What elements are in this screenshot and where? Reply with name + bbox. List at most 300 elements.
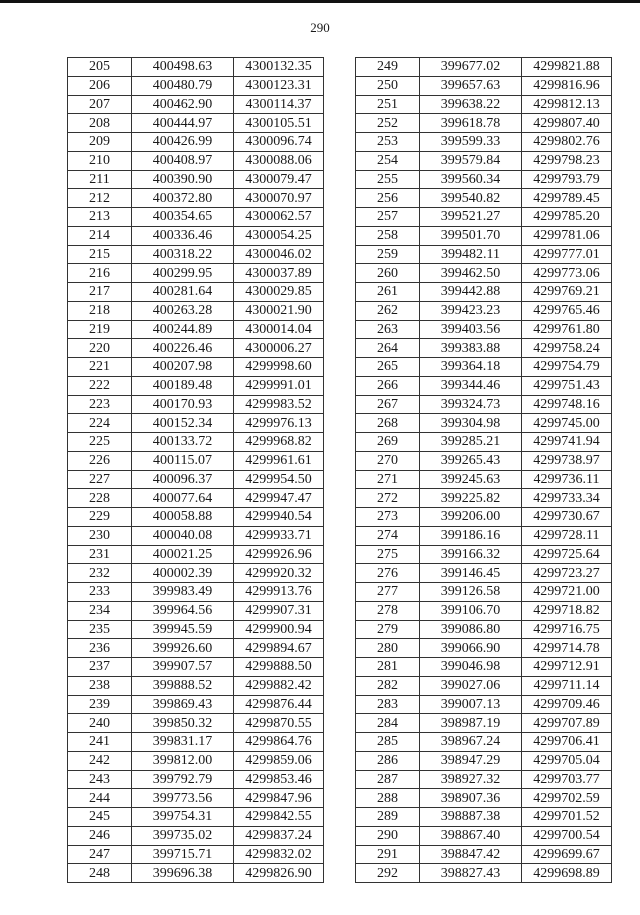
- coordinates-table-left-body: [68, 58, 324, 883]
- point-number-cell: 235: [68, 620, 132, 639]
- x-coordinate-cell: 400189.48: [132, 376, 234, 395]
- y-coordinate-cell: 4299968.82: [234, 433, 324, 452]
- point-number-cell: 265: [356, 358, 420, 377]
- point-number-cell: 244: [68, 789, 132, 808]
- point-number-cell: 270: [356, 451, 420, 470]
- y-coordinate-cell: 4299736.11: [522, 470, 612, 489]
- point-number-cell: 237: [68, 658, 132, 677]
- x-coordinate-cell: 398927.32: [420, 770, 522, 789]
- point-number-cell: 276: [356, 564, 420, 583]
- table-row: [68, 601, 324, 620]
- table-row: [68, 189, 324, 208]
- point-number-cell: 216: [68, 264, 132, 283]
- table-row: [356, 676, 612, 695]
- point-number-cell: 275: [356, 545, 420, 564]
- y-coordinate-cell: 4299741.94: [522, 433, 612, 452]
- x-coordinate-cell: 400133.72: [132, 433, 234, 452]
- point-number-cell: 277: [356, 583, 420, 602]
- point-number-cell: 292: [356, 864, 420, 883]
- x-coordinate-cell: 400152.34: [132, 414, 234, 433]
- x-coordinate-cell: 400226.46: [132, 339, 234, 358]
- table-row: [68, 583, 324, 602]
- point-number-cell: 229: [68, 508, 132, 527]
- table-row: [68, 114, 324, 133]
- point-number-cell: 233: [68, 583, 132, 602]
- x-coordinate-cell: 399618.78: [420, 114, 522, 133]
- y-coordinate-cell: 4300006.27: [234, 339, 324, 358]
- x-coordinate-cell: 399304.98: [420, 414, 522, 433]
- point-number-cell: 239: [68, 695, 132, 714]
- table-row: [68, 489, 324, 508]
- y-coordinate-cell: 4299920.32: [234, 564, 324, 583]
- y-coordinate-cell: 4299826.90: [234, 864, 324, 883]
- point-number-cell: 266: [356, 376, 420, 395]
- table-row: [356, 583, 612, 602]
- table-row: [68, 676, 324, 695]
- y-coordinate-cell: 4299706.41: [522, 733, 612, 752]
- table-row: [68, 245, 324, 264]
- x-coordinate-cell: 399007.13: [420, 695, 522, 714]
- y-coordinate-cell: 4299882.42: [234, 676, 324, 695]
- x-coordinate-cell: 399715.71: [132, 845, 234, 864]
- table-row: [68, 395, 324, 414]
- x-coordinate-cell: 399403.56: [420, 320, 522, 339]
- x-coordinate-cell: 399206.00: [420, 508, 522, 527]
- point-number-cell: 230: [68, 526, 132, 545]
- point-number-cell: 214: [68, 226, 132, 245]
- table-row: [356, 208, 612, 227]
- table-row: [356, 433, 612, 452]
- x-coordinate-cell: 400372.80: [132, 189, 234, 208]
- x-coordinate-cell: 399945.59: [132, 620, 234, 639]
- table-row: [356, 620, 612, 639]
- x-coordinate-cell: 399225.82: [420, 489, 522, 508]
- y-coordinate-cell: 4299961.61: [234, 451, 324, 470]
- point-number-cell: 212: [68, 189, 132, 208]
- y-coordinate-cell: 4300123.31: [234, 76, 324, 95]
- table-row: [356, 601, 612, 620]
- y-coordinate-cell: 4299837.24: [234, 826, 324, 845]
- table-row: [68, 695, 324, 714]
- x-coordinate-cell: 400040.08: [132, 526, 234, 545]
- y-coordinate-cell: 4299894.67: [234, 639, 324, 658]
- y-coordinate-cell: 4299785.20: [522, 208, 612, 227]
- point-number-cell: 256: [356, 189, 420, 208]
- point-number-cell: 260: [356, 264, 420, 283]
- x-coordinate-cell: 399126.58: [420, 583, 522, 602]
- x-coordinate-cell: 399423.23: [420, 301, 522, 320]
- x-coordinate-cell: 399066.90: [420, 639, 522, 658]
- y-coordinate-cell: 4299789.45: [522, 189, 612, 208]
- x-coordinate-cell: 399964.56: [132, 601, 234, 620]
- point-number-cell: 279: [356, 620, 420, 639]
- table-row: [68, 301, 324, 320]
- point-number-cell: 259: [356, 245, 420, 264]
- point-number-cell: 211: [68, 170, 132, 189]
- table-row: [356, 264, 612, 283]
- point-number-cell: 221: [68, 358, 132, 377]
- point-number-cell: 226: [68, 451, 132, 470]
- x-coordinate-cell: 400336.46: [132, 226, 234, 245]
- page-number: 290: [310, 20, 330, 35]
- x-coordinate-cell: 400354.65: [132, 208, 234, 227]
- point-number-cell: 220: [68, 339, 132, 358]
- table-row: [356, 133, 612, 152]
- y-coordinate-cell: 4299816.96: [522, 76, 612, 95]
- y-coordinate-cell: 4299751.43: [522, 376, 612, 395]
- x-coordinate-cell: 399926.60: [132, 639, 234, 658]
- table-row: [68, 58, 324, 77]
- y-coordinate-cell: 4299702.59: [522, 789, 612, 808]
- point-number-cell: 224: [68, 414, 132, 433]
- table-row: [356, 695, 612, 714]
- table-row: [68, 620, 324, 639]
- y-coordinate-cell: 4299700.54: [522, 826, 612, 845]
- y-coordinate-cell: 4300132.35: [234, 58, 324, 77]
- y-coordinate-cell: 4299926.96: [234, 545, 324, 564]
- point-number-cell: 263: [356, 320, 420, 339]
- table-row: [356, 95, 612, 114]
- y-coordinate-cell: 4299698.89: [522, 864, 612, 883]
- point-number-cell: 290: [356, 826, 420, 845]
- y-coordinate-cell: 4299888.50: [234, 658, 324, 677]
- y-coordinate-cell: 4299991.01: [234, 376, 324, 395]
- table-row: [356, 489, 612, 508]
- x-coordinate-cell: 398887.38: [420, 808, 522, 827]
- table-row: [68, 376, 324, 395]
- table-row: [68, 151, 324, 170]
- table-row: [68, 526, 324, 545]
- point-number-cell: 291: [356, 845, 420, 864]
- x-coordinate-cell: 399983.49: [132, 583, 234, 602]
- y-coordinate-cell: 4300054.25: [234, 226, 324, 245]
- x-coordinate-cell: 400318.22: [132, 245, 234, 264]
- point-number-cell: 225: [68, 433, 132, 452]
- y-coordinate-cell: 4299721.00: [522, 583, 612, 602]
- y-coordinate-cell: 4299832.02: [234, 845, 324, 864]
- x-coordinate-cell: 398967.24: [420, 733, 522, 752]
- x-coordinate-cell: 399754.31: [132, 808, 234, 827]
- y-coordinate-cell: 4299864.76: [234, 733, 324, 752]
- point-number-cell: 248: [68, 864, 132, 883]
- x-coordinate-cell: 398987.19: [420, 714, 522, 733]
- table-row: [356, 564, 612, 583]
- table-row: [68, 658, 324, 677]
- x-coordinate-cell: 399831.17: [132, 733, 234, 752]
- x-coordinate-cell: 398827.43: [420, 864, 522, 883]
- coordinates-table-right-body: [356, 58, 612, 883]
- x-coordinate-cell: 398907.36: [420, 789, 522, 808]
- table-row: [356, 808, 612, 827]
- point-number-cell: 247: [68, 845, 132, 864]
- y-coordinate-cell: 4299745.00: [522, 414, 612, 433]
- y-coordinate-cell: 4299802.76: [522, 133, 612, 152]
- x-coordinate-cell: 399579.84: [420, 151, 522, 170]
- table-row: [356, 751, 612, 770]
- table-row: [356, 789, 612, 808]
- y-coordinate-cell: 4300096.74: [234, 133, 324, 152]
- x-coordinate-cell: 400021.25: [132, 545, 234, 564]
- point-number-cell: 288: [356, 789, 420, 808]
- table-row: [68, 733, 324, 752]
- table-row: [68, 358, 324, 377]
- point-number-cell: 231: [68, 545, 132, 564]
- x-coordinate-cell: 400480.79: [132, 76, 234, 95]
- x-coordinate-cell: 399696.38: [132, 864, 234, 883]
- table-row: [68, 545, 324, 564]
- y-coordinate-cell: 4299709.46: [522, 695, 612, 714]
- point-number-cell: 284: [356, 714, 420, 733]
- y-coordinate-cell: 4299793.79: [522, 170, 612, 189]
- y-coordinate-cell: 4299738.97: [522, 451, 612, 470]
- y-coordinate-cell: 4300062.57: [234, 208, 324, 227]
- x-coordinate-cell: 399792.79: [132, 770, 234, 789]
- y-coordinate-cell: 4300046.02: [234, 245, 324, 264]
- y-coordinate-cell: 4300079.47: [234, 170, 324, 189]
- x-coordinate-cell: 399677.02: [420, 58, 522, 77]
- table-row: [356, 76, 612, 95]
- x-coordinate-cell: 399383.88: [420, 339, 522, 358]
- point-number-cell: 243: [68, 770, 132, 789]
- y-coordinate-cell: 4299954.50: [234, 470, 324, 489]
- y-coordinate-cell: 4299716.75: [522, 620, 612, 639]
- table-row: [68, 864, 324, 883]
- table-row: [356, 376, 612, 395]
- x-coordinate-cell: 399540.82: [420, 189, 522, 208]
- table-row: [356, 301, 612, 320]
- table-row: [356, 826, 612, 845]
- point-number-cell: 228: [68, 489, 132, 508]
- table-row: [356, 151, 612, 170]
- point-number-cell: 210: [68, 151, 132, 170]
- point-number-cell: 255: [356, 170, 420, 189]
- y-coordinate-cell: 4299723.27: [522, 564, 612, 583]
- y-coordinate-cell: 4299913.76: [234, 583, 324, 602]
- table-row: [356, 451, 612, 470]
- y-coordinate-cell: 4300105.51: [234, 114, 324, 133]
- table-row: [68, 751, 324, 770]
- y-coordinate-cell: 4299769.21: [522, 283, 612, 302]
- y-coordinate-cell: 4299842.55: [234, 808, 324, 827]
- x-coordinate-cell: 400263.28: [132, 301, 234, 320]
- table-row: [68, 714, 324, 733]
- point-number-cell: 207: [68, 95, 132, 114]
- y-coordinate-cell: 4299859.06: [234, 751, 324, 770]
- x-coordinate-cell: 399560.34: [420, 170, 522, 189]
- point-number-cell: 253: [356, 133, 420, 152]
- table-row: [68, 264, 324, 283]
- point-number-cell: 241: [68, 733, 132, 752]
- table-row: [68, 76, 324, 95]
- x-coordinate-cell: 400244.89: [132, 320, 234, 339]
- y-coordinate-cell: 4299870.55: [234, 714, 324, 733]
- point-number-cell: 217: [68, 283, 132, 302]
- x-coordinate-cell: 399812.00: [132, 751, 234, 770]
- point-number-cell: 271: [356, 470, 420, 489]
- table-row: [68, 208, 324, 227]
- x-coordinate-cell: 398947.29: [420, 751, 522, 770]
- point-number-cell: 209: [68, 133, 132, 152]
- x-coordinate-cell: 399501.70: [420, 226, 522, 245]
- x-coordinate-cell: 399850.32: [132, 714, 234, 733]
- x-coordinate-cell: 400462.90: [132, 95, 234, 114]
- table-row: [68, 508, 324, 527]
- table-row: [68, 283, 324, 302]
- y-coordinate-cell: 4299773.06: [522, 264, 612, 283]
- x-coordinate-cell: 399462.50: [420, 264, 522, 283]
- table-row: [68, 451, 324, 470]
- x-coordinate-cell: 400077.64: [132, 489, 234, 508]
- point-number-cell: 287: [356, 770, 420, 789]
- y-coordinate-cell: 4299853.46: [234, 770, 324, 789]
- y-coordinate-cell: 4299798.23: [522, 151, 612, 170]
- table-row: [356, 226, 612, 245]
- point-number-cell: 264: [356, 339, 420, 358]
- x-coordinate-cell: 399285.21: [420, 433, 522, 452]
- x-coordinate-cell: 399907.57: [132, 658, 234, 677]
- x-coordinate-cell: 400058.88: [132, 508, 234, 527]
- point-number-cell: 219: [68, 320, 132, 339]
- y-coordinate-cell: 4299712.91: [522, 658, 612, 677]
- point-number-cell: 223: [68, 395, 132, 414]
- table-row: [68, 226, 324, 245]
- x-coordinate-cell: 399265.43: [420, 451, 522, 470]
- y-coordinate-cell: 4299777.01: [522, 245, 612, 264]
- table-row: [68, 414, 324, 433]
- table-row: [356, 245, 612, 264]
- table-row: [356, 320, 612, 339]
- table-row: [356, 770, 612, 789]
- coordinates-table-left: [67, 57, 324, 883]
- y-coordinate-cell: 4299976.13: [234, 414, 324, 433]
- x-coordinate-cell: 400115.07: [132, 451, 234, 470]
- point-number-cell: 208: [68, 114, 132, 133]
- y-coordinate-cell: 4299718.82: [522, 601, 612, 620]
- point-number-cell: 262: [356, 301, 420, 320]
- point-number-cell: 215: [68, 245, 132, 264]
- point-number-cell: 206: [68, 76, 132, 95]
- point-number-cell: 251: [356, 95, 420, 114]
- x-coordinate-cell: 399482.11: [420, 245, 522, 264]
- y-coordinate-cell: 4299983.52: [234, 395, 324, 414]
- table-row: [68, 339, 324, 358]
- table-row: [68, 320, 324, 339]
- point-number-cell: 250: [356, 76, 420, 95]
- x-coordinate-cell: 399442.88: [420, 283, 522, 302]
- point-number-cell: 272: [356, 489, 420, 508]
- point-number-cell: 222: [68, 376, 132, 395]
- point-number-cell: 282: [356, 676, 420, 695]
- y-coordinate-cell: 4300014.04: [234, 320, 324, 339]
- table-row: [68, 770, 324, 789]
- table-row: [68, 95, 324, 114]
- table-row: [68, 564, 324, 583]
- table-row: [356, 283, 612, 302]
- point-number-cell: 218: [68, 301, 132, 320]
- table-row: [356, 658, 612, 677]
- y-coordinate-cell: 4299707.89: [522, 714, 612, 733]
- point-number-cell: 213: [68, 208, 132, 227]
- point-number-cell: 268: [356, 414, 420, 433]
- x-coordinate-cell: 400299.95: [132, 264, 234, 283]
- x-coordinate-cell: 399186.16: [420, 526, 522, 545]
- y-coordinate-cell: 4299807.40: [522, 114, 612, 133]
- point-number-cell: 280: [356, 639, 420, 658]
- y-coordinate-cell: 4299765.46: [522, 301, 612, 320]
- table-row: [356, 358, 612, 377]
- coordinates-table-right: [355, 57, 612, 883]
- y-coordinate-cell: 4299711.14: [522, 676, 612, 695]
- table-row: [68, 789, 324, 808]
- x-coordinate-cell: 400408.97: [132, 151, 234, 170]
- point-number-cell: 273: [356, 508, 420, 527]
- y-coordinate-cell: 4300021.90: [234, 301, 324, 320]
- x-coordinate-cell: 399324.73: [420, 395, 522, 414]
- y-coordinate-cell: 4299714.78: [522, 639, 612, 658]
- x-coordinate-cell: 399521.27: [420, 208, 522, 227]
- y-coordinate-cell: 4299933.71: [234, 526, 324, 545]
- table-row: [356, 114, 612, 133]
- x-coordinate-cell: 400281.64: [132, 283, 234, 302]
- x-coordinate-cell: 399364.18: [420, 358, 522, 377]
- x-coordinate-cell: 398867.40: [420, 826, 522, 845]
- table-row: [356, 733, 612, 752]
- x-coordinate-cell: 399735.02: [132, 826, 234, 845]
- y-coordinate-cell: 4299754.79: [522, 358, 612, 377]
- point-number-cell: 258: [356, 226, 420, 245]
- table-row: [356, 58, 612, 77]
- x-coordinate-cell: 399888.52: [132, 676, 234, 695]
- table-row: [356, 639, 612, 658]
- table-row: [356, 339, 612, 358]
- y-coordinate-cell: 4300114.37: [234, 95, 324, 114]
- table-row: [356, 845, 612, 864]
- y-coordinate-cell: 4299940.54: [234, 508, 324, 527]
- point-number-cell: 232: [68, 564, 132, 583]
- table-row: [356, 189, 612, 208]
- y-coordinate-cell: 4299699.67: [522, 845, 612, 864]
- x-coordinate-cell: 399086.80: [420, 620, 522, 639]
- table-row: [68, 826, 324, 845]
- x-coordinate-cell: 399657.63: [420, 76, 522, 95]
- x-coordinate-cell: 399599.33: [420, 133, 522, 152]
- table-row: [68, 470, 324, 489]
- x-coordinate-cell: 399106.70: [420, 601, 522, 620]
- y-coordinate-cell: 4299998.60: [234, 358, 324, 377]
- table-row: [68, 433, 324, 452]
- table-row: [356, 508, 612, 527]
- table-row: [68, 170, 324, 189]
- table-row: [356, 526, 612, 545]
- point-number-cell: 281: [356, 658, 420, 677]
- point-number-cell: 245: [68, 808, 132, 827]
- point-number-cell: 261: [356, 283, 420, 302]
- y-coordinate-cell: 4299876.44: [234, 695, 324, 714]
- x-coordinate-cell: 399869.43: [132, 695, 234, 714]
- x-coordinate-cell: 400002.39: [132, 564, 234, 583]
- point-number-cell: 252: [356, 114, 420, 133]
- y-coordinate-cell: 4299761.80: [522, 320, 612, 339]
- point-number-cell: 278: [356, 601, 420, 620]
- x-coordinate-cell: 399344.46: [420, 376, 522, 395]
- point-number-cell: 274: [356, 526, 420, 545]
- point-number-cell: 238: [68, 676, 132, 695]
- y-coordinate-cell: 4299847.96: [234, 789, 324, 808]
- point-number-cell: 227: [68, 470, 132, 489]
- table-row: [356, 545, 612, 564]
- y-coordinate-cell: 4299821.88: [522, 58, 612, 77]
- point-number-cell: 269: [356, 433, 420, 452]
